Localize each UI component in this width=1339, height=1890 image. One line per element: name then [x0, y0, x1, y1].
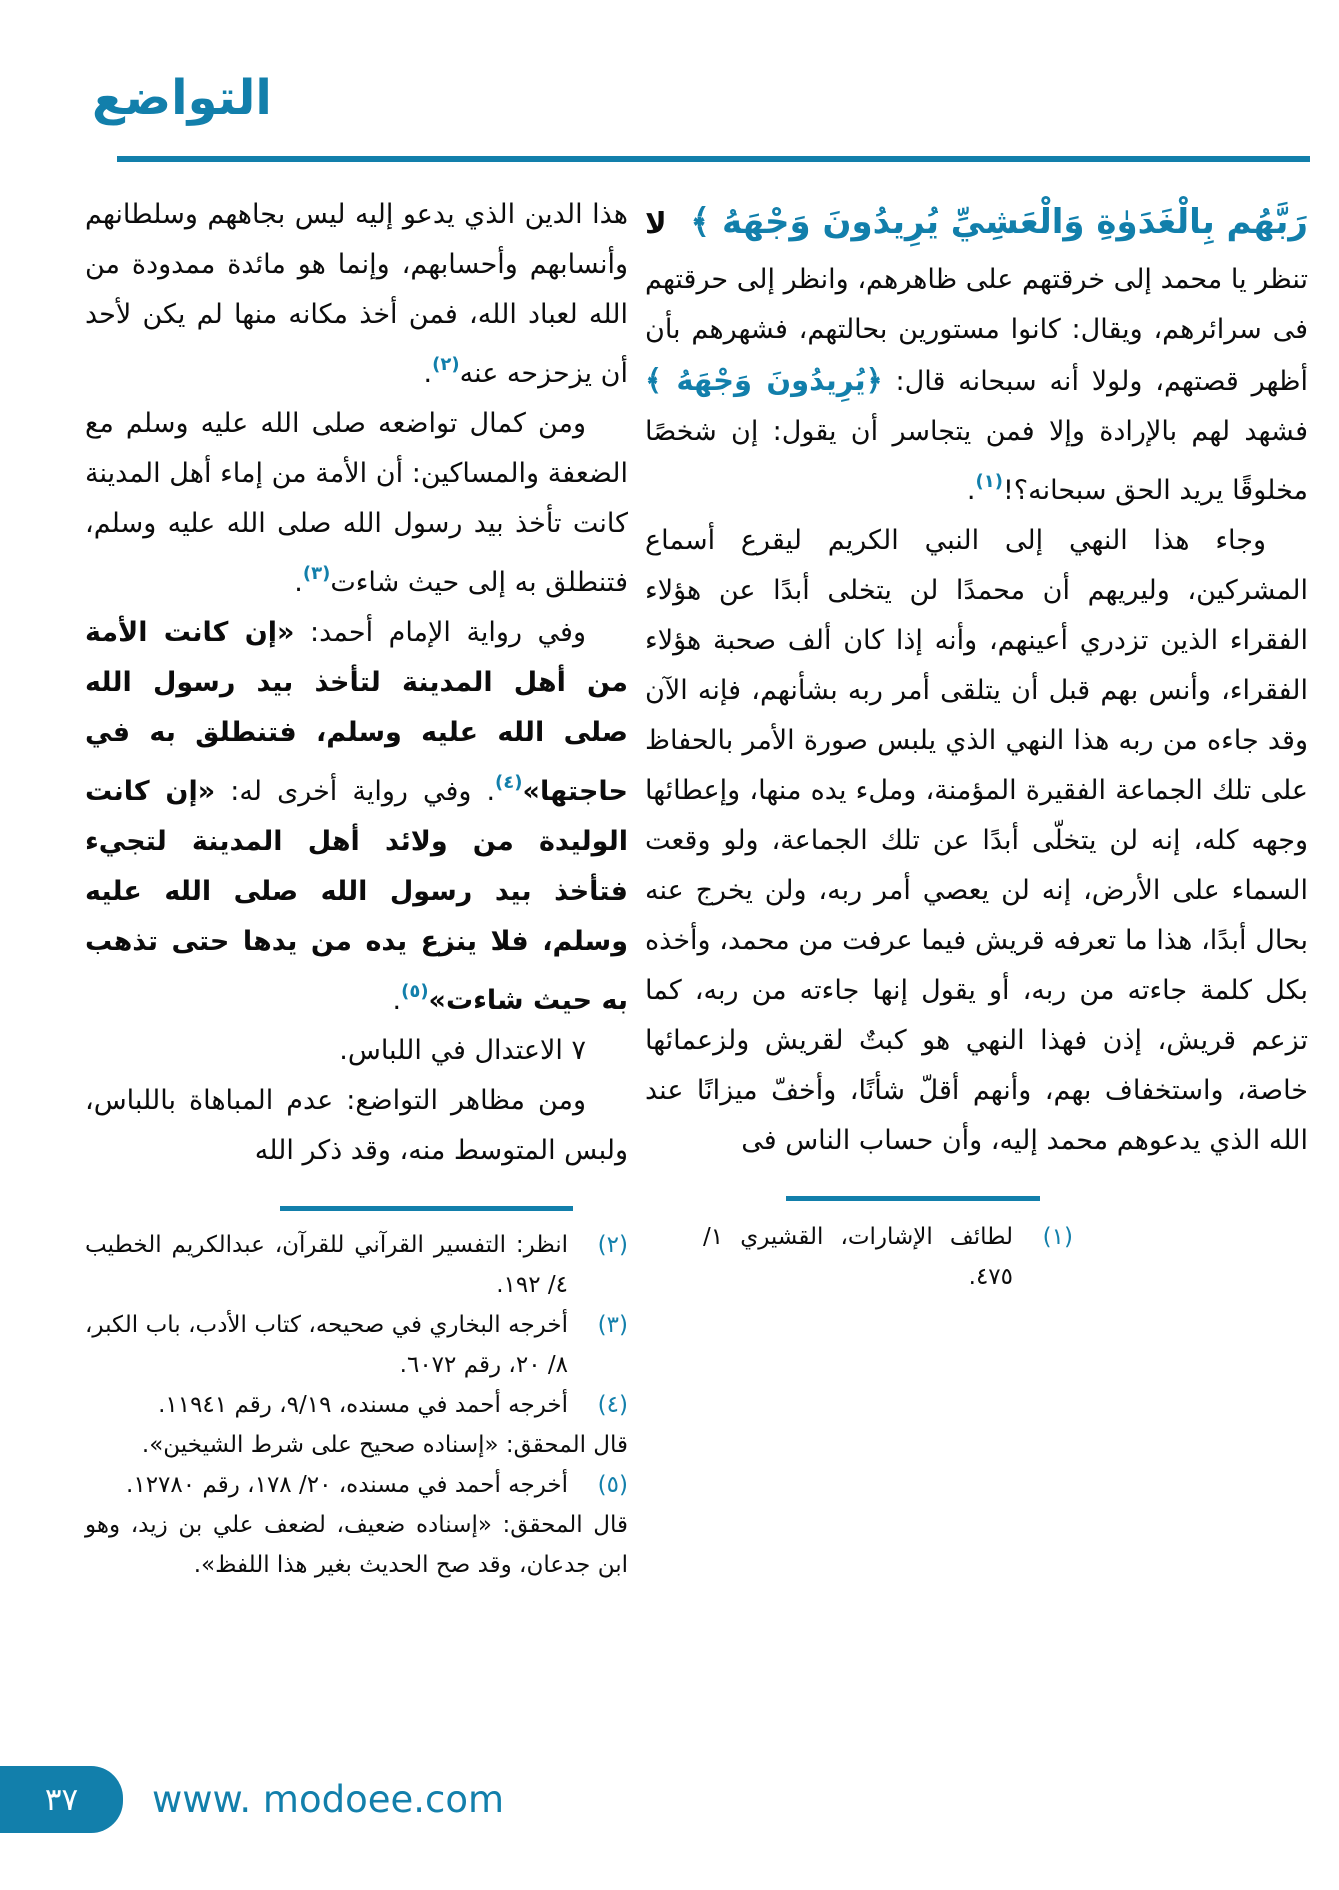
footnote	[85, 1465, 628, 1505]
footnote-text: قال المحقق: «إسناده ضعيف، لضعف علي بن زيد، وهو ابن جدعان، وقد صح الحديث بغير هذا اللفظ».	[85, 1512, 628, 1578]
text-run: تنظر يا محمد إلى خرقتهم على ظاهرهم، وانظر إلى حرقتهم فى سرائرهم، ويقال: كانوا مستورين بحالتهم، فشهرهم بأن أظهر قصتهم، ولولا أنه سبحانه قال:	[645, 264, 1308, 397]
column-left-text	[85, 190, 628, 1176]
footnote-marker: (١)	[1042, 1224, 1073, 1250]
text-run: .	[294, 567, 303, 598]
paragraph	[85, 190, 628, 399]
footnote-separator-right	[786, 1196, 1040, 1201]
footnote	[85, 1425, 628, 1465]
column-left	[85, 190, 628, 1585]
paragraph	[85, 608, 628, 1026]
quran-quote: ﴿يُرِيدُونَ وَجْهَهُ ﴾	[645, 363, 883, 397]
text-run: فشهد لهم بالإرادة وإلا فمن يتجاسر أن يقول: إن شخصًا مخلوقًا يريد الحق سبحانه؟!	[645, 416, 1308, 506]
footnote-text: قال المحقق: «إسناده صحيح على شرط الشيخين».	[141, 1432, 628, 1458]
paragraph	[645, 516, 1308, 1166]
text-run: .	[966, 475, 976, 506]
text-run: لا	[645, 206, 667, 240]
column-right-text	[645, 190, 1308, 1166]
footnote	[703, 1217, 1073, 1297]
footnote-text: لطائف الإشارات، القشيري ١/ ٤٧٥.	[703, 1224, 1013, 1290]
text-run: . وفي رواية أخرى له:	[215, 776, 496, 807]
text-run: .	[423, 358, 433, 389]
footnote	[85, 1385, 628, 1425]
footnote-ref: (٢)	[432, 354, 460, 375]
footnote-separator-left	[280, 1206, 573, 1211]
text-run: هذا الدين الذي يدعو إليه ليس بجاههم وسلطانهم وأنسابهم وأحسابهم، وإنما هو مائدة ممدودة من الله لعباد الله، فمن أخذ مكانه منها لم يكن لأحد أن يزحزحه عنه	[85, 199, 628, 389]
footnote-text: أخرجه أحمد في مسنده، ٩/١٩، رقم ١١٩٤١.	[158, 1392, 568, 1418]
footnote-ref: (١)	[975, 471, 1003, 492]
header-rule	[117, 156, 1310, 162]
footnote-marker: (٤)	[597, 1392, 628, 1418]
quran-quote: رَبَّهُم بِالْغَدَوٰةِ وَالْعَشِيِّ يُرِيدُونَ وَجْهَهُ ﴾	[690, 202, 1308, 242]
column-right	[645, 190, 1308, 1297]
footnote-text: أخرجه أحمد في مسنده، ٢٠/ ١٧٨، رقم ١٢٧٨٠.	[126, 1472, 568, 1498]
text-run: .	[392, 985, 402, 1016]
paragraph	[85, 399, 628, 608]
page-header-title: التواضع	[92, 70, 272, 126]
paragraph	[645, 255, 1308, 516]
footnote-ref: (٤)	[495, 772, 523, 793]
text-run: ٧ الاعتدال في اللباس.	[339, 1035, 586, 1066]
text-run: وفي رواية الإمام أحمد:	[294, 617, 586, 648]
footnote-marker: (٥)	[597, 1472, 628, 1498]
footnote	[85, 1305, 628, 1385]
text-run: ومن كمال تواضعه صلى الله عليه وسلم مع الضعفة والمساكين: أن الأمة من إماء أهل المدينة كانت تأخذ بيد رسول الله صلى الله عليه وسلم، فتنطلق به إلى حيث شاءت	[85, 408, 628, 598]
paragraph	[85, 1076, 628, 1176]
section-heading	[85, 1026, 628, 1076]
footnote-text: أخرجه البخاري في صحيحه، كتاب الأدب، باب الكبر، ٨/ ٢٠، رقم ٦٠٧٢.	[85, 1312, 568, 1378]
text-run: وجاء هذا النهي إلى النبي الكريم ليقرع أسماع المشركين، وليريهم أن محمدًا لن يتخلى أبدًا عن هؤلاء الفقراء الذين تزدري أعينهم، وأنه إذا كان ألف صحبة هؤلاء الفقراء، وأنس بهم قبل أن يتلقى أمر ربه بشأنهم، فإنه الآن وقد جاءه من ربه هذا النهي الذي يلبس صورة الأمر بالحفاظ على تلك الجماعة الفقيرة المؤمنة، وملء يده منها، وإعطائها وجهه كله، إنه لن يتخلّى أبدًا عن تلك الجماعة، ولو وقعت السماء على الأرض، إنه لن يعصي أمر ربه، ولن يخرج عنه بحال أبدًا، هذا ما تعرفه قريش فيما عرفت من محمد، وأخذه بكل كلمة جاءته من ربه، أو يقول إنها جاءته من ربه، كما تزعم قريش، إذن فهذا النهي هو كبتٌ لقريش ولزعمائها خاصة، واستخفاف بهم، وأنهم أقلّ شأنًا، وأخفّ ميزانًا عند الله الذي يدعوهم محمد إليه، وأن حساب الناس فى	[645, 525, 1308, 1156]
footnote-ref: (٥)	[401, 981, 429, 1002]
column-right-footnotes	[703, 1217, 1073, 1297]
footnote-marker: (٣)	[597, 1312, 628, 1338]
page-number-badge	[0, 1766, 123, 1833]
column-left-footnotes	[85, 1225, 628, 1585]
text-run: «إن كانت الوليدة من ولائد أهل المدينة لتجيء فتأخذ بيد رسول الله صلى الله عليه وسلم، فلا ينزع يده من يدها حتى تذهب به حيث شاءت»	[85, 776, 628, 1016]
text-run: ومن مظاهر التواضع: عدم المباهاة باللباس، ولبس المتوسط منه، وقد ذكر الله	[85, 1085, 628, 1166]
quran-lead-line	[645, 190, 1308, 255]
page-number: ٣٧	[44, 1781, 79, 1818]
site-url-link[interactable]: www. modoee.com	[152, 1778, 505, 1821]
footnote-ref: (٣)	[302, 563, 331, 584]
footnote	[85, 1505, 628, 1585]
footnote	[85, 1225, 628, 1305]
footnote-text: انظر: التفسير القرآني للقرآن، عبدالكريم الخطيب ٤/ ١٩٢.	[85, 1232, 568, 1298]
text-run: «إن كانت الأمة من أهل المدينة لتأخذ بيد رسول الله صلى الله عليه وسلم، فتنطلق به في حاجتها»	[85, 617, 628, 807]
footnote-marker: (٢)	[597, 1232, 628, 1258]
